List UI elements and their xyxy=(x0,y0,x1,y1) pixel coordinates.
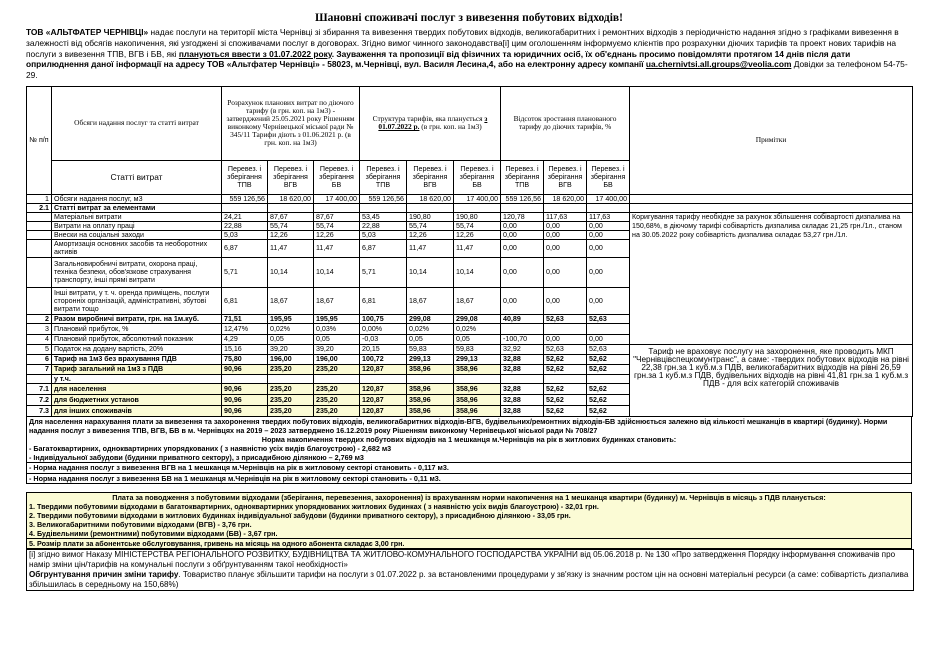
value-cell: 11,47 xyxy=(268,239,314,257)
value-cell: 0,00 xyxy=(587,257,630,287)
row-number: 3 xyxy=(27,323,52,334)
value-cell: 0,02% xyxy=(407,323,454,334)
value-cell: 358,96 xyxy=(454,394,501,405)
value-cell: 0,00 xyxy=(544,221,587,230)
value-cell: 0,05 xyxy=(268,334,314,344)
value-cell: 87,67 xyxy=(314,212,360,221)
row-number xyxy=(27,287,52,314)
intro-text-1: надає послуги на території міста Чернівці зі збирання та вивезення твердих побутових відходів, великогабаритних і ремонтних відходів з періодичністю надання згідно з графіками вивезення в залежності від обсягів накопичення, які узгоджені зі споживачами послуг в договорах. Згідно вимог чинного законодавства[і] цим оголошенням інформуємо клієнтів про розрахунки діючих тарифів та проект нових тарифів на послуги з вивезення ТПВ, ВГВ і БВ, які xyxy=(26,27,899,59)
value-cell: 71,51 xyxy=(222,314,268,323)
value-cell: 120,87 xyxy=(360,405,407,416)
notes-cell xyxy=(630,203,913,212)
value-cell: 0,00 xyxy=(501,287,544,314)
value-cell: 0,00 xyxy=(544,334,587,344)
value-cell xyxy=(587,374,630,383)
value-cell: 358,96 xyxy=(407,364,454,374)
value-cell: 0,03% xyxy=(314,323,360,334)
company-email-link[interactable]: ua.chernivtsi.all.groups@veolia.com xyxy=(645,59,792,70)
row-label: Внески на соціальні заходи xyxy=(52,230,222,239)
value-cell: 117,63 xyxy=(544,212,587,221)
value-cell: 90,96 xyxy=(222,364,268,374)
value-cell: 100,72 xyxy=(360,354,407,364)
row-label: Обсяги надання послуг, м3 xyxy=(52,194,222,203)
value-cell xyxy=(360,374,407,383)
value-cell: 52,62 xyxy=(544,364,587,374)
value-cell: 0,00 xyxy=(501,230,544,239)
header-current-tariff: Розрахунок планових витрат по діючого тарифу (в грн. коп. на 1м3) - затверджений 25.05.2021 року Рішенням виконкому Чернівецької міської ради № 345/11 Тарифи діють з 01.06.2021 р. (в грн. коп. на 1м3) xyxy=(222,86,360,160)
value-cell: 18 620,00 xyxy=(544,194,587,203)
value-cell xyxy=(222,374,268,383)
value-cell: 358,96 xyxy=(454,364,501,374)
row-label: Плановий прибуток, % xyxy=(52,323,222,334)
norm-item: - Норма надання послуг з вивезення ВГВ на 1 мешканця м.Чернівців на рік в житловому секторі становить - 0,117 м3. xyxy=(27,462,911,472)
value-cell: 12,47% xyxy=(222,323,268,334)
reason-label: Обгрунтування причин зміни тарифу xyxy=(29,570,179,580)
value-cell: 559 126,56 xyxy=(501,194,544,203)
note-burial: Тариф не враховує послугу на захоронення, яке проводить МКП "Чернівцівспецкомунтранс", а саме: -твердих побутових відходів на рівні 22,38 грн.за 1 куб.м.з ПДВ, великогабаритних відходів на рівні 26,59 грн.за 1 куб.м.з ПДВ, будівельних відходів на рівні 41,81 грн.за 1 куб.м.з ПДВ - для всіх категорій споживачів xyxy=(630,344,913,416)
value-cell xyxy=(454,374,501,383)
value-cell xyxy=(544,323,587,334)
value-cell: 22,88 xyxy=(222,221,268,230)
value-cell: 0,00 xyxy=(587,334,630,344)
value-cell: 235,20 xyxy=(314,383,360,394)
value-cell: 358,96 xyxy=(454,383,501,394)
value-cell: 39,20 xyxy=(314,344,360,354)
row-number: 4 xyxy=(27,334,52,344)
value-cell: 90,96 xyxy=(222,405,268,416)
table-row xyxy=(27,203,913,212)
sub-header: Перевез. і зберігання ВГВ xyxy=(268,160,314,194)
value-cell: 52,63 xyxy=(544,344,587,354)
value-cell: 190,80 xyxy=(407,212,454,221)
value-cell: 100,75 xyxy=(360,314,407,323)
row-label: Разом виробничі витрати, грн. на 1м.куб. xyxy=(52,314,222,323)
value-cell: 10,14 xyxy=(407,257,454,287)
value-cell: 0,02% xyxy=(454,323,501,334)
value-cell: 120,87 xyxy=(360,383,407,394)
value-cell: 55,74 xyxy=(407,221,454,230)
payment-item: 3. Великогабаритними побутовими відходами (ВГВ) - 3,76 грн. xyxy=(29,519,252,529)
value-cell: 10,14 xyxy=(454,257,501,287)
value-cell: 17 400,00 xyxy=(314,194,360,203)
value-cell: 11,47 xyxy=(454,239,501,257)
value-cell: 11,47 xyxy=(314,239,360,257)
value-cell: 18,67 xyxy=(314,287,360,314)
value-cell: 196,00 xyxy=(268,354,314,364)
value-cell: 52,62 xyxy=(587,354,630,364)
value-cell: 5,03 xyxy=(360,230,407,239)
value-cell: 0,02% xyxy=(268,323,314,334)
value-cell: 52,62 xyxy=(587,364,630,374)
value-cell: 5,71 xyxy=(360,257,407,287)
value-cell: 22,88 xyxy=(360,221,407,230)
value-cell xyxy=(222,203,268,212)
payment-item: 5. Розмір плати за абонентське обслуговування, гривень на місяць на одного абонента складає 3,00 грн. xyxy=(27,538,911,548)
row-label: Тариф загальний на 1м3 з ПДВ xyxy=(52,364,222,374)
value-cell: 52,62 xyxy=(544,405,587,416)
value-cell: 195,95 xyxy=(268,314,314,323)
value-cell: 52,63 xyxy=(587,344,630,354)
value-cell: 6,81 xyxy=(360,287,407,314)
row-number xyxy=(27,257,52,287)
value-cell: 12,26 xyxy=(454,230,501,239)
value-cell: 40,89 xyxy=(501,314,544,323)
table-row xyxy=(27,212,913,221)
value-cell: 10,14 xyxy=(268,257,314,287)
payment-block xyxy=(26,492,912,550)
value-cell: 59,83 xyxy=(454,344,501,354)
payment-item: 2. Твердими побутовими відходами в житлових будинках індивідуальної забудови (будинки приватного сектору), з присадибною ділянкою - 33,05 грн. xyxy=(29,510,571,520)
value-cell: 55,74 xyxy=(268,221,314,230)
value-cell: 55,74 xyxy=(454,221,501,230)
value-cell: 6,81 xyxy=(222,287,268,314)
value-cell: 11,47 xyxy=(407,239,454,257)
sub-header: Перевез. і зберігання БВ xyxy=(454,160,501,194)
value-cell: 0,00% xyxy=(360,323,407,334)
value-cell: 358,96 xyxy=(454,405,501,416)
value-cell: -0,03 xyxy=(360,334,407,344)
norm-item: - Індивідуальної забудови (будинки приватного сектору), з присадибною ділянкою – 2,769 м3 xyxy=(29,453,364,463)
header-growth-percent: Відсоток зростання планованого тарифу до діючих тарифів, % xyxy=(501,86,630,160)
notice-page xyxy=(26,10,912,591)
value-cell xyxy=(314,374,360,383)
value-cell xyxy=(501,323,544,334)
value-cell: 0,00 xyxy=(587,221,630,230)
value-cell: 12,26 xyxy=(314,230,360,239)
row-label: Матеріальні витрати xyxy=(52,212,222,221)
value-cell: 120,87 xyxy=(360,364,407,374)
tariff-table xyxy=(26,86,913,417)
value-cell: 15,16 xyxy=(222,344,268,354)
norm-item: - Багатоквартирних, одноквартирних упорядкованих ( з наявністю усіх видів благоустрою) - 2,682 м3 xyxy=(29,444,392,454)
value-cell: 190,80 xyxy=(454,212,501,221)
value-cell: 0,00 xyxy=(501,257,544,287)
value-cell: 12,26 xyxy=(268,230,314,239)
value-cell xyxy=(407,374,454,383)
sub-header: Перевез. і зберігання ВГВ xyxy=(544,160,587,194)
value-cell: 559 126,56 xyxy=(360,194,407,203)
value-cell: 75,80 xyxy=(222,354,268,364)
intro-text-3: Довідки за телефоном 54-75-29. xyxy=(26,59,908,81)
value-cell: 5,71 xyxy=(222,257,268,287)
value-cell: 17 400,00 xyxy=(587,194,630,203)
row-number xyxy=(27,212,52,221)
value-cell: 32,92 xyxy=(501,344,544,354)
value-cell: 18,67 xyxy=(407,287,454,314)
value-cell: 120,87 xyxy=(360,394,407,405)
value-cell: 0,00 xyxy=(501,239,544,257)
row-label: Тариф на 1м3 без врахування ПДВ xyxy=(52,354,222,364)
value-cell xyxy=(360,203,407,212)
value-cell xyxy=(544,203,587,212)
value-cell: 0,00 xyxy=(544,230,587,239)
value-cell: 299,08 xyxy=(454,314,501,323)
value-cell: 52,62 xyxy=(544,394,587,405)
row-number: 7 xyxy=(27,364,52,374)
row-label: для інших споживачів xyxy=(52,405,222,416)
payment-item: 4. Будівельними (ремонтними) побутовими відходами (БВ) - 3,67 грн. xyxy=(29,529,278,539)
value-cell xyxy=(587,323,630,334)
value-cell: 52,63 xyxy=(587,314,630,323)
row-label: для населення xyxy=(52,383,222,394)
value-cell: 52,63 xyxy=(544,314,587,323)
population-intro: Для населення нарахування плати за вивезення та захоронення твердих побутових відходів, великогабаритних відходів-ВГВ, будівельних/ремонтних відходів-БВ здійснюється залежно від кількості мешканців в квартирі (будинку). Норми надання послуг з вивезення ТПВ, ВГВ, БВ в м. Чернівцях на 2019 – 2023 затверджено 16.12.2019 року Рішенням виконкому Чернівецької міської ради № 708/27 xyxy=(29,416,888,436)
footer-reason xyxy=(29,570,911,590)
intro-paragraph xyxy=(26,27,912,81)
value-cell xyxy=(501,374,544,383)
table-row xyxy=(27,344,913,354)
value-cell: 559 126,56 xyxy=(222,194,268,203)
value-cell: 0,00 xyxy=(544,239,587,257)
row-label: у т.ч. xyxy=(52,374,222,383)
value-cell: 5,03 xyxy=(222,230,268,239)
sub-header: Перевез. і зберігання БВ xyxy=(587,160,630,194)
value-cell: 235,20 xyxy=(314,364,360,374)
value-cell xyxy=(314,203,360,212)
row-label: Статті витрат за елементами xyxy=(52,203,222,212)
value-cell: 235,20 xyxy=(268,364,314,374)
value-cell: 18,67 xyxy=(268,287,314,314)
population-block xyxy=(26,417,912,484)
notes-cell xyxy=(630,194,913,203)
footer-notes xyxy=(26,549,914,591)
value-cell: -100,70 xyxy=(501,334,544,344)
value-cell: 196,00 xyxy=(314,354,360,364)
sub-header: Перевез. і зберігання ТПВ xyxy=(360,160,407,194)
value-cell: 6,87 xyxy=(222,239,268,257)
row-number: 2 xyxy=(27,314,52,323)
value-cell xyxy=(587,203,630,212)
value-cell: 52,62 xyxy=(544,354,587,364)
value-cell: 0,00 xyxy=(501,221,544,230)
row-number: 2.1 xyxy=(27,203,52,212)
intro-text-2: . Зауваження та пропозиції від фізичних та юридичних осіб, їх об'єднань просимо повідомляти протягом 14 днів після дати оприлюднення даної інформації на адресу ТОВ «Альтфатер Чернівці» - 58023, м.Чернівці, вул. Василя Лесина,4, або на електронну адресу компанії xyxy=(26,48,851,70)
value-cell: 0,05 xyxy=(407,334,454,344)
value-cell: 24,21 xyxy=(222,212,268,221)
value-cell: 32,88 xyxy=(501,364,544,374)
payment-item: 1. Твердими побутовими відходами в багатоквартирних, одноквартирних упорядкованих житлових будинках ( з наявністю усіх видів благоустрою) - 32,01 грн. xyxy=(29,501,599,511)
row-label: Податок на додану вартість, 20% xyxy=(52,344,222,354)
row-label: Плановий прибуток, абсолютний показник xyxy=(52,334,222,344)
payment-title: Плата за поводження з побутовими відходами (зберігання, перевезення, захоронення) із врахуванням норми накопичення на 1 мешканця квартири (будинку) м. Чернівців в місяць з ПДВ планується: xyxy=(112,492,826,502)
value-cell: 235,20 xyxy=(268,405,314,416)
row-number xyxy=(27,239,52,257)
value-cell: 117,63 xyxy=(587,212,630,221)
value-cell: 18 620,00 xyxy=(268,194,314,203)
norm-title: Норма накопичення твердих побутових відходів на 1 мешканця м.Чернівців на рік в житлових будинках становить: xyxy=(261,435,677,445)
note-materials: Коригування тарифу необхідне за рахунок збільшення собівартості дизпалива на 150,68%, в діючому тарифі собівартість дизпалива складає 21,25 грн./1л., станом на 30.05.2022 року собівартість дизпалива складає 53,27 грн./1л. xyxy=(630,212,913,344)
value-cell: 6,87 xyxy=(360,239,407,257)
value-cell: 52,62 xyxy=(587,383,630,394)
value-cell: 0,00 xyxy=(587,230,630,239)
value-cell: 32,88 xyxy=(501,394,544,405)
value-cell xyxy=(501,203,544,212)
value-cell: 17 400,00 xyxy=(454,194,501,203)
planned-date: плануються ввести з 01.07.2022 року xyxy=(178,48,332,59)
value-cell: 10,14 xyxy=(314,257,360,287)
value-cell: 235,20 xyxy=(314,405,360,416)
value-cell: 235,20 xyxy=(268,383,314,394)
value-cell: 90,96 xyxy=(222,394,268,405)
value-cell: 4,29 xyxy=(222,334,268,344)
row-label: Амортизація основних засобів та необоротних активів xyxy=(52,239,222,257)
value-cell: 52,62 xyxy=(544,383,587,394)
value-cell: 53,45 xyxy=(360,212,407,221)
value-cell xyxy=(407,203,454,212)
value-cell: 0,05 xyxy=(454,334,501,344)
row-label: Витрати на оплату праці xyxy=(52,221,222,230)
value-cell: 299,08 xyxy=(407,314,454,323)
row-number: 7.3 xyxy=(27,405,52,416)
row-number: 1 xyxy=(27,194,52,203)
value-cell: 18 620,00 xyxy=(407,194,454,203)
value-cell: 358,96 xyxy=(407,394,454,405)
value-cell: 358,96 xyxy=(407,405,454,416)
value-cell: 235,20 xyxy=(314,394,360,405)
header-planned-structure: Структура тарифів, яка планується з 01.07.2022 р. (в грн. коп. на 1м3) xyxy=(360,86,501,160)
value-cell: 0,00 xyxy=(544,287,587,314)
value-cell: 90,96 xyxy=(222,383,268,394)
value-cell: 87,67 xyxy=(268,212,314,221)
row-label: для бюджетних установ xyxy=(52,394,222,405)
value-cell: 299,13 xyxy=(454,354,501,364)
sub-header: Перевез. і зберігання ТПВ xyxy=(222,160,268,194)
footer-reference: [і] згідно вимог Наказу МІНІСТЕРСТВА РЕГІОНАЛЬНОГО РОЗВИТКУ, БУДІВНИЦТВА ТА ЖИТЛОВО-КОМУНАЛЬНОГО ГОСПОДАРСТВА УКРАЇНИ від 05.06.2018 р. № 130 «Про затвердження Порядку інформування споживачів про намір зміни цін/тарифів на комунальні послуги з обґрунтуванням такої необхідності» xyxy=(29,550,896,570)
value-cell: 0,00 xyxy=(587,239,630,257)
value-cell: 32,88 xyxy=(501,354,544,364)
table-row xyxy=(27,194,913,203)
sub-header: Перевез. і зберігання БВ xyxy=(314,160,360,194)
row-number: 6 xyxy=(27,354,52,364)
row-number xyxy=(27,230,52,239)
sub-header: Перевез. і зберігання ВГВ xyxy=(407,160,454,194)
norm-item: - Норма надання послуг з вивезення БВ на 1 мешканця м.Чернівців на рік в житловому секторі становить - 0,11 м3. xyxy=(27,473,911,483)
value-cell: 0,00 xyxy=(587,287,630,314)
value-cell: 52,62 xyxy=(587,394,630,405)
value-cell: 32,88 xyxy=(501,405,544,416)
company-name: ТОВ «АЛЬТФАТЕР ЧЕРНІВЦІ» xyxy=(26,27,149,37)
value-cell: 32,88 xyxy=(501,383,544,394)
row-number: 7.2 xyxy=(27,394,52,405)
value-cell: 299,13 xyxy=(407,354,454,364)
value-cell: 235,20 xyxy=(268,394,314,405)
value-cell: 195,95 xyxy=(314,314,360,323)
row-number xyxy=(27,374,52,383)
value-cell: 120,78 xyxy=(501,212,544,221)
row-number: 7.1 xyxy=(27,383,52,394)
row-number: 5 xyxy=(27,344,52,354)
reason-text: . Товариство планує збільшити тарифи на послуги з 01.07.2022 р. за встановленими процедурами у зв'язку із значним ростом цін на основні матеріальні ресурси (а саме: собівартість дизпалива збільшилась в середньому на 150,68%) xyxy=(29,570,909,590)
value-cell xyxy=(544,374,587,383)
value-cell: 55,74 xyxy=(314,221,360,230)
value-cell: 52,62 xyxy=(587,405,630,416)
value-cell: 18,67 xyxy=(454,287,501,314)
header-volumes: Обсяги надання послуг та статті витрат xyxy=(52,86,222,160)
header-cost-items: Статті витрат xyxy=(52,160,222,194)
value-cell: 59,83 xyxy=(407,344,454,354)
value-cell xyxy=(454,203,501,212)
row-label: Загальновиробничі витрати, охорона праці, техніка безпеки, обов'язкове страхування транспорту, інші прямі витрати xyxy=(52,257,222,287)
value-cell: 358,96 xyxy=(407,383,454,394)
value-cell: 0,00 xyxy=(544,257,587,287)
row-label: Інші витрати, у т. ч. оренда приміщень, послуги сторонніх організацій, адміністративні, збутові витрати тощо xyxy=(52,287,222,314)
notice-heading: Шановні споживачі послуг з вивезення побутових відходів! xyxy=(315,12,623,24)
header-number: № п/п xyxy=(27,86,52,194)
value-cell xyxy=(268,203,314,212)
value-cell: 0,05 xyxy=(314,334,360,344)
value-cell xyxy=(268,374,314,383)
header-notes: Примітки xyxy=(630,86,913,194)
sub-header: Перевез. і зберігання ТПВ xyxy=(501,160,544,194)
value-cell: 20,15 xyxy=(360,344,407,354)
row-number xyxy=(27,221,52,230)
value-cell: 12,26 xyxy=(407,230,454,239)
value-cell: 39,20 xyxy=(268,344,314,354)
